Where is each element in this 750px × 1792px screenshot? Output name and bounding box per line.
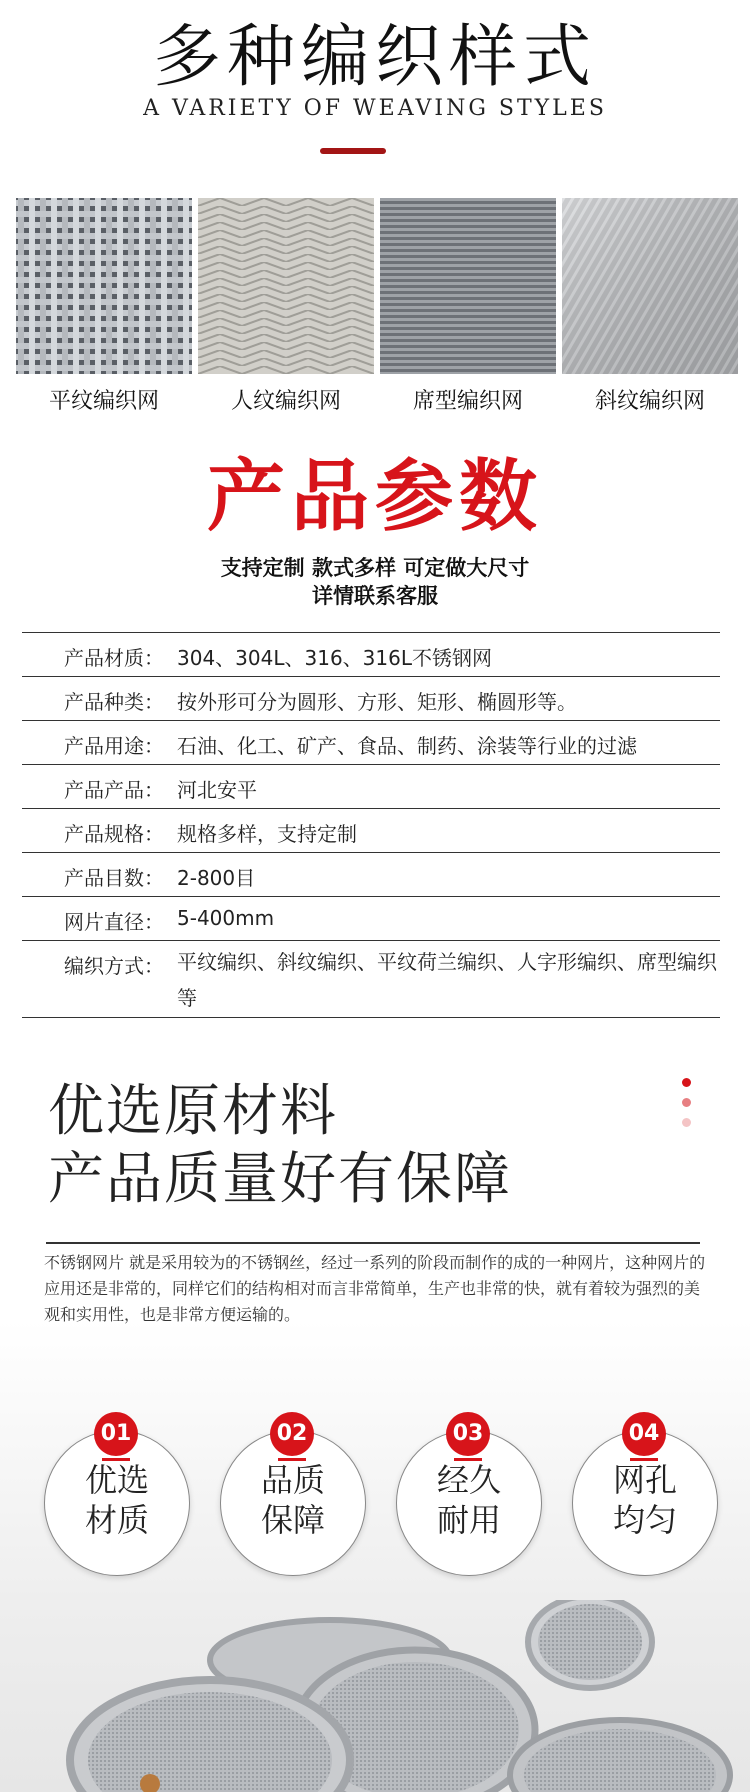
feature-text-line2: 均匀 [612, 1501, 677, 1539]
spec-value: 石油、化工、矿产、食品、制药、涂装等行业的过滤 [177, 734, 637, 758]
spec-value: 5-400mm [177, 906, 275, 930]
quality-heading-line2: 产品质量好有保障 [48, 1147, 512, 1212]
feature-text [573, 1460, 717, 1540]
spec-table [22, 632, 720, 1018]
spec-value: 规格多样，支持定制 [177, 822, 357, 846]
quality-description: 不锈钢网片 就是采用较为的不锈钢丝，经过一系列的阶段而制作的成的一种网片，这种网片的应用还是非常的，同样它们的结构相对而言非常简单，生产也非常的快，就有着较为强烈的美观和实用性，也是非常方便运输的。 [44, 1253, 706, 1324]
decor-dots [682, 1078, 691, 1138]
feature-number-badge: 03 [446, 1412, 490, 1456]
feature-text-line2: 保障 [260, 1501, 325, 1539]
spec-row [22, 808, 720, 852]
table-bottom-rule [22, 1017, 720, 1018]
feature-text-line2: 材质 [84, 1501, 149, 1539]
feature-text-line1: 品质 [260, 1461, 325, 1499]
spec-label: 产品规格： [64, 822, 164, 846]
feature-text-line1: 优选 [84, 1461, 149, 1499]
spec-label: 产品材质： [64, 646, 164, 670]
spec-row [22, 632, 720, 676]
feature-number-badge: 02 [270, 1412, 314, 1456]
spec-row [22, 852, 720, 896]
dot-icon [682, 1118, 691, 1127]
feature-number-badge: 01 [94, 1412, 138, 1456]
spec-row [22, 676, 720, 720]
spec-label: 编织方式： [64, 954, 164, 978]
weave-label: 斜纹编织网 [594, 389, 705, 414]
params-note: 支持定制 款式多样 可定做大尺寸 [220, 556, 530, 580]
params-title: 产品参数 [206, 452, 543, 542]
spec-label: 产品种类： [64, 690, 164, 714]
spec-row [22, 896, 720, 940]
spec-label: 产品用途： [64, 734, 164, 758]
spec-label: 网片直径： [64, 910, 164, 934]
twill-weave-image [562, 198, 738, 374]
feature-text-line2: 耐用 [436, 1501, 501, 1539]
spec-label: 产品目数： [64, 866, 164, 890]
feature-text [45, 1460, 189, 1540]
quality-heading [48, 1078, 512, 1214]
dot-icon [682, 1078, 691, 1087]
spec-value: 按外形可分为圆形、方形、矩形、椭圆形等。 [177, 690, 577, 714]
spec-value: 平纹编织、斜纹编织、平纹荷兰编织、人字形编织、席型编织等 [177, 950, 717, 1010]
feature-text-line1: 经久 [436, 1461, 501, 1499]
plain-weave-image [16, 198, 192, 374]
section-rule [46, 1242, 700, 1244]
page-subtitle: A VARIETY OF WEAVING STYLES [143, 96, 607, 121]
dutch-weave-image [380, 198, 556, 374]
herringbone-weave-image [198, 198, 374, 374]
spec-value: 304、304L、316、316L不锈钢网 [177, 646, 492, 670]
spec-row [22, 720, 720, 764]
spec-value: 2-800目 [177, 866, 256, 890]
spec-row [22, 940, 720, 1017]
feature-text [221, 1460, 365, 1540]
feature-text [397, 1460, 541, 1540]
spec-label: 产品产品： [64, 778, 164, 802]
spec-row [22, 764, 720, 808]
feature-text-line1: 网孔 [612, 1461, 677, 1499]
params-note: 详情联系客服 [312, 584, 438, 608]
feature-number-badge: 04 [622, 1412, 666, 1456]
page-title: 多种编织样式 [152, 18, 597, 97]
dot-icon [682, 1098, 691, 1107]
weave-label: 席型编织网 [412, 389, 523, 414]
weave-label: 人纹编织网 [230, 389, 341, 414]
quality-heading-line1: 优选原材料 [48, 1079, 338, 1144]
weave-label: 平纹编织网 [48, 389, 159, 414]
spec-value: 河北安平 [177, 778, 257, 802]
title-divider [320, 148, 386, 154]
mesh-discs-image [0, 1600, 750, 1792]
